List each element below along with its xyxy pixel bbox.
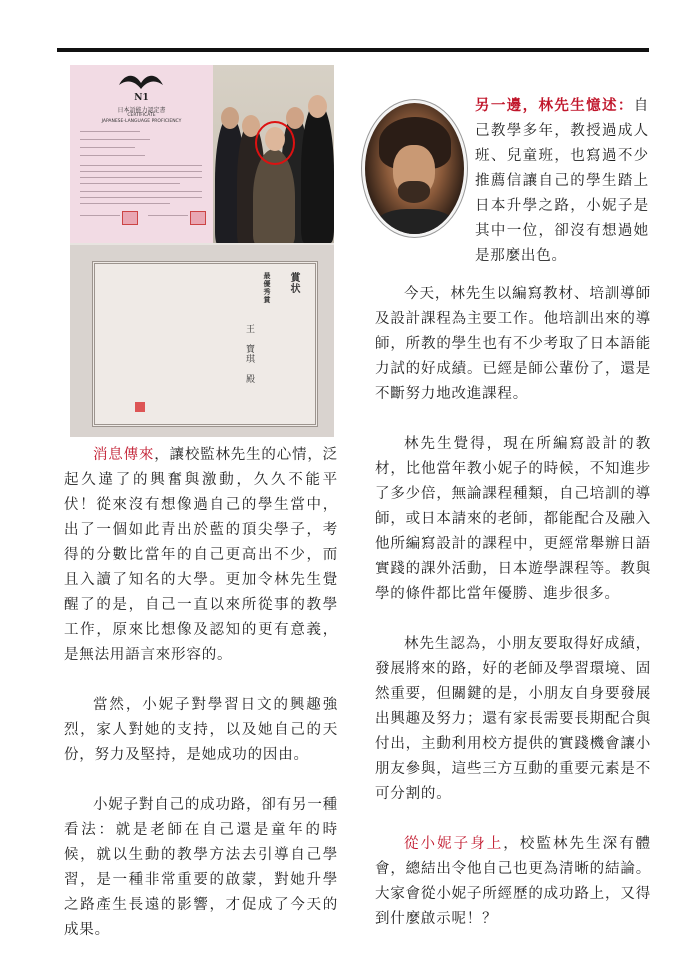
- paragraph-text: 自己教學多年，教授過成人班、兒童班，也寫過不少推薦信讓自己的學生踏上日本升學之路，小妮子是其中一位，卻沒有想過她是那麼出色。: [475, 98, 649, 264]
- paragraph: 林先生認為，小朋友要取得好成績，發展將來的路，好的老師及學習環境、固然重要，但關鍵的是，小朋友自身要發展出興趣及努力；還有家長需要長期配合與付出，主動利用校方提供的實踐機會讓小朋友參與，這些三方互動的重要元素是不可分割的。: [375, 636, 651, 802]
- paragraph-lead: 消息傳來: [93, 447, 155, 463]
- award-stamp: [135, 402, 145, 412]
- certificate-subtitle-en: JAPANESE-LANGUAGE PROFICIENCY: [101, 119, 182, 124]
- certificate-title-en: CERTIFICATE: [127, 113, 156, 118]
- certificate-emblem-icon: [115, 71, 167, 95]
- certificate-seal: [190, 211, 206, 225]
- left-column: [64, 443, 338, 943]
- paragraph: 今天，林先生以編寫教材、培訓導師及設計課程為主要工作。他培訓出來的導師，所教的學生也有不少考取了日本語能力試的好成績。已經是師公輩份了，還是不斷努力地改進課程。: [375, 286, 651, 402]
- paragraph-lead: 另一邊，林先生憶述：: [475, 98, 634, 114]
- right-column: [375, 282, 651, 932]
- jlpt-certificate-image: [70, 65, 213, 243]
- certificate-level: N1: [134, 93, 149, 103]
- certificate-seal: [122, 211, 138, 225]
- paragraph: 林先生覺得，現在所編寫設計的教材，比他當年教小妮子的時候，不知進步了多少倍，無論課程種類，自己培訓的導師，或日本請來的老師，都能配合及融入他所編寫設計的課程中，更經常舉辦日語實踐的課外活動，日本遊學課程等。教與學的條件都比當年優勝、進步很多。: [375, 436, 651, 602]
- paragraph: 當然，小妮子對學習日文的興趣強烈，家人對她的支持，以及她自己的天份，努力及堅持，是她成功的因由。: [64, 697, 338, 763]
- award-certificate-image: [70, 245, 334, 437]
- right-intro: [475, 94, 649, 269]
- paragraph-text: ，校監林先生深有體會，總結出令他自己也更為清晰的結論。大家會從小妮子所經歷的成功路上，又得到什麼啟示呢！？: [375, 836, 651, 927]
- paragraph: 小妮子對自己的成功路，卻有另一種看法：就是老師在自己還是童年的時候，就以生動的教學方法去引導自己學習，是一種非常重要的啟蒙，對她升學之路產生長遠的影響，才促成了今天的成果。: [64, 797, 338, 938]
- highlight-circle: [255, 121, 295, 165]
- award-title: 賞状: [288, 272, 299, 294]
- photo-collage: [70, 65, 334, 437]
- award-recipient: 王 寶琪 殿: [244, 324, 254, 384]
- paragraph: [375, 832, 651, 932]
- paragraph: [64, 443, 338, 668]
- paragraph-lead: 從小妮子身上: [404, 836, 504, 852]
- certificate-title-jp: 日本語能力認定書: [117, 107, 166, 114]
- award-header: 最優秀賞: [263, 272, 271, 304]
- paragraph-text: ，讓校監林先生的心情，泛起久違了的興奮與激動，久久不能平伏！從來沒有想像過自己的學生當中，出了一個如此青出於藍的頂尖學子，考得的分數比當年的自己更高出不少，而且入讀了知名的大學。更加令林先生覺醒了的是，自己一直以來所從事的教學工作，原來比想像及認知的更有意義，是無法用語言來形容的。: [64, 447, 338, 663]
- top-rule: [57, 48, 649, 52]
- portrait-photo: [365, 103, 464, 234]
- group-photo: [213, 65, 334, 243]
- paragraph: [475, 94, 649, 269]
